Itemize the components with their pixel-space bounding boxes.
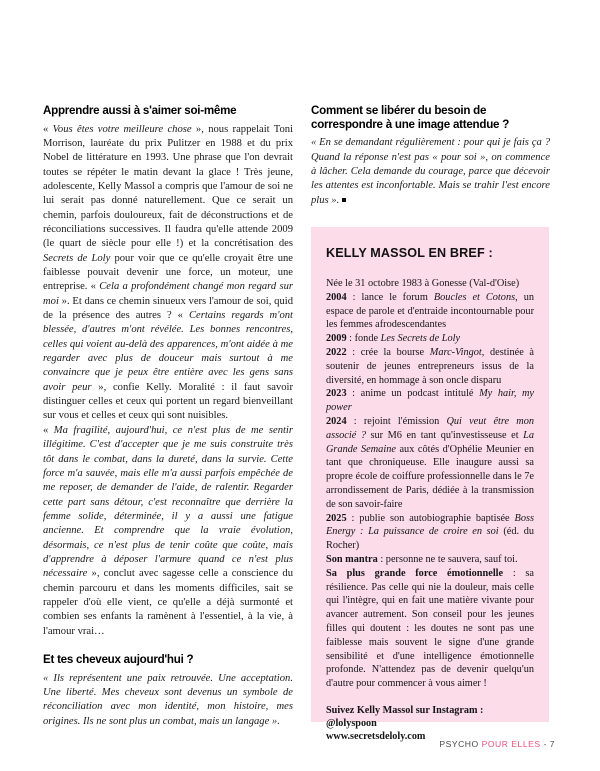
- info-box-entry: 2009 : fonde Les Secrets de Loly: [326, 333, 461, 345]
- right-paragraph-1: « En se demandant régulièrement : pour qui je fais ça ? Quand la réponse n'est pas « pour soi », on commence à lâcher. Cela demande du courage, parce que décevoir les attentes est inconfortable. Mais se trahir l'est encore plus ».: [311, 137, 550, 206]
- info-box-entry: Sa plus grande force émotionnelle : sa résilience. Pas celle qui nie la douleur, mais celle qui l'intègre, qui en fait une matière vivante pour avancer autrement. Son conseil pour les jeunes filles qui doutent : les doutes ne sont pas une faiblesse mais souvent le signe d'une grande sensibilité et d'une intelligence émotionnelle profonde. N'attendez pas de devenir quelqu'un d'autre pour commencer à vous aimer !: [326, 567, 534, 690]
- right-section-heading-1: Comment se libérer du besoin de correspondre à une image attendue ?: [311, 104, 510, 131]
- footer-brand-first: PSYCHO: [439, 739, 482, 749]
- left-paragraph-3: « Ils représentent une paix retrouvée. Une acceptation. Une liberté. Mes cheveux sont devenus un symbole de réconciliation avec mon identité, mon histoire, mes origines. Ils ne sont plus un combat, mais un langage ».: [43, 672, 293, 727]
- kelly-massol-info-box: [311, 227, 549, 743]
- info-box-entry: 2004 : lance le forum Boucles et Cotons, un espace de parole et d'entraide incontournable pour les femmes afrodescendantes: [326, 291, 534, 331]
- instagram-line: Suivez Kelly Massol sur Instagram : @lolyspoon: [326, 704, 484, 730]
- info-box-entry: Son mantra : personne ne te sauvera, sauf toi.: [326, 553, 518, 565]
- info-box-entry: 2023 : anime un podcast intitulé My hair, my power: [326, 388, 535, 414]
- info-box-entry: 2025 : publie son autobiographie baptisée Boss Energy : La puissance de croire en soi (éd. du Rocher): [326, 512, 535, 552]
- info-box-title: KELLY MASSOL EN BREF :: [326, 246, 493, 260]
- footer-brand-accent: POUR ELLES: [481, 739, 541, 749]
- website-line: www.secretsdeloly.com: [326, 731, 426, 743]
- info-box-entry: Née le 31 octobre 1983 à Gonesse (Val-d'Oise): [326, 278, 520, 289]
- right-column: [311, 104, 550, 208]
- left-column: [43, 104, 293, 729]
- left-section-heading-2: Et tes cheveux aujourd'hui ?: [43, 652, 194, 666]
- info-box-entries: [326, 277, 534, 691]
- left-paragraph-1: « Vous êtes votre meilleure chose », nous rappelait Toni Morrison, lauréate du prix Pulitzer en 1988 et du prix Nobel de littérature en 1993. Une phrase que l'on devrait toutes se répéter le matin devant la glace ! Très jeune, adolescente, Kelly Massol a compris que l'amour de soi ne lui serait pas donné naturellement. Que ce serait un chemin, parfois douloureux, fait de déconstructions et de réconciliations successives. Il faudra qu'elle attende 2009 (le quart de siècle pour elle !) et la concrétisation des Secrets de Loly pour voir que ce qu'elle croyait être une faiblesse pouvait devenir une force, un moteur, une entreprise. « Cela a profondément changé mon regard sur moi ». Et dans ce chemin sinueux vers l'amour de soi, quid de la présence des autres ? « Certains regards m'ont blessée, d'autres m'ont révélée. Les bonnes rencontres, celles qui voient au-delà des apparences, m'ont aidée à me regarder avec plus de douceur mais surtout à me convaincre que je peux être entière avec les gens sans avoir peur », confie Kelly. Moralité : il faut savoir distinguer celles et ceux qui portent un regard bienveillant sur vous et celles et ceux qui sont nuisibles.: [43, 123, 294, 422]
- left-paragraph-2: « Ma fragilité, aujourd'hui, ce n'est plus de me sentir illégitime. C'est d'accepter que je me suis construite très tôt dans le combat, dans la dureté, dans la survie. Cette force m'a sauvée, mais elle m'a aussi parfois empêchée de me reposer, de demander de l'aide, de ralentir. Regarder cette part sans détour, c'est reconnaître que derrière la femme solide, déterminée, il y a aussi une fatigue ancienne. Et comprendre que la vraie évolution, désormais, ce n'est plus de tenir coûte que coûte, mais d'apprendre à déposer l'armure quand ce n'est plus nécessaire », conclut avec sagesse celle a conscience du chemin parcouru et dans les moments difficiles, sait se rappeler d'où elle vient, ce qu'elle a déjà surmonté et combien ses enfants la ramènent à l'essentiel, à la vie, à l'amour vrai…: [43, 424, 293, 637]
- info-box-follow: [326, 704, 534, 744]
- article-end-mark: [342, 198, 346, 202]
- info-box-entry: 2022 : crée la bourse Marc-Vingot, destinée à soutenir de jeunes entrepreneurs issus de la diversité, en hommage à son oncle disparu: [326, 346, 534, 386]
- info-box-entry: 2024 : rejoint l'émission Qui veut être mon associé ? sur M6 en tant qu'investisseuse et La Grande Semaine aux côtés d'Ophélie Meunier en tant que chroniqueuse. Elle inaugure aussi sa propre école de coiffure professionnelle dans le 7e arrondissement de Paris, dédiée à la transmission de son savoir-faire: [326, 415, 534, 510]
- footer-page-number: - 7: [540, 739, 555, 749]
- page-footer: [439, 739, 555, 749]
- left-section-heading-1: Apprendre aussi à s'aimer soi-même: [43, 104, 237, 117]
